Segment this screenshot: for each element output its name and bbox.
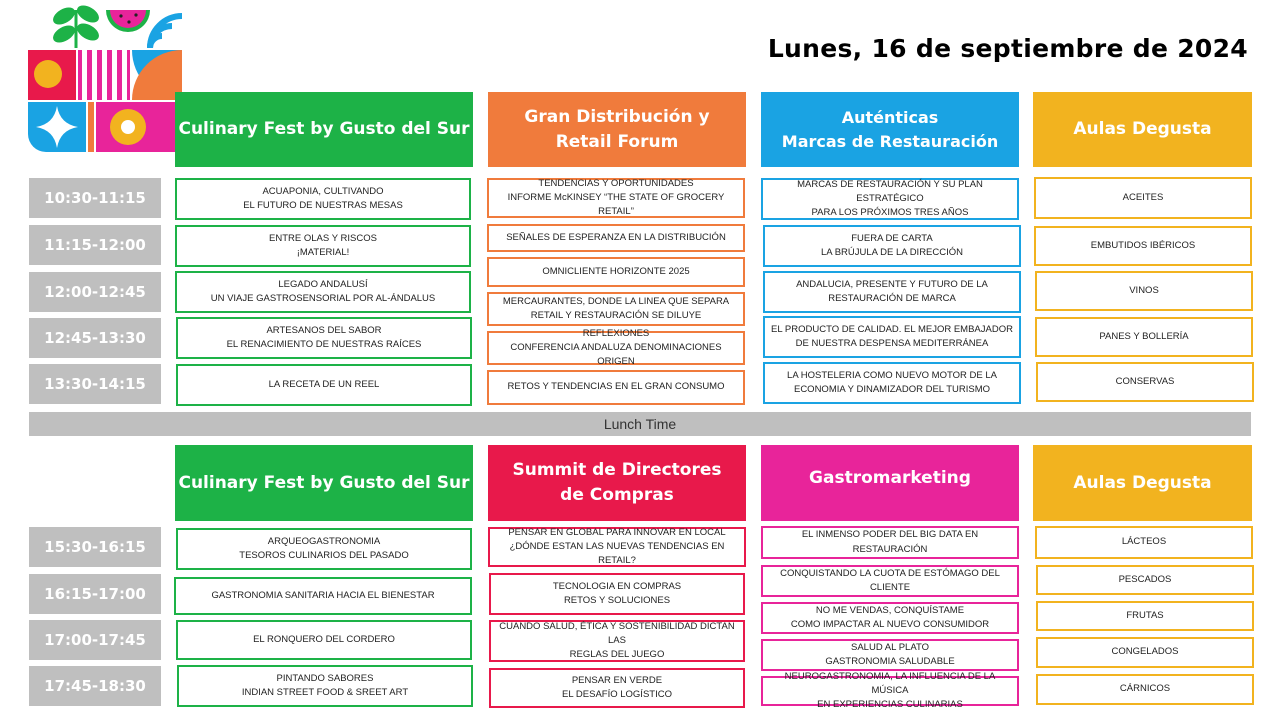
time-slot: 15:30-16:15: [29, 527, 161, 567]
session-cell[interactable]: MARCAS DE RESTAURACIÓN Y SU PLAN ESTRATÉGICO PARA LOS PRÓXIMOS TRES AÑOS: [761, 178, 1019, 220]
header-gastromarketing: Gastromarketing: [761, 445, 1019, 521]
session-cell[interactable]: OMNICLIENTE HORIZONTE 2025: [487, 257, 745, 287]
time-slot: 13:30-14:15: [29, 364, 161, 404]
session-cell[interactable]: GASTRONOMIA SANITARIA HACIA EL BIENESTAR: [174, 577, 472, 615]
session-cell[interactable]: EL INMENSO PODER DEL BIG DATA EN RESTAURACIÓN: [761, 526, 1019, 559]
session-cell[interactable]: CUANDO SALUD, ÉTICA Y SOSTENIBILIDAD DICTAN LAS REGLAS DEL JUEGO: [489, 620, 745, 662]
session-cell[interactable]: TECNOLOGIA EN COMPRAS RETOS Y SOLUCIONES: [489, 573, 745, 615]
header-aulas-degusta-afternoon: Aulas Degusta: [1033, 445, 1252, 521]
time-slot: 11:15-12:00: [29, 225, 161, 265]
session-cell[interactable]: PENSAR EN VERDE EL DESAFÍO LOGÍSTICO: [489, 668, 745, 708]
header-summit-directores: Summit de Directores de Compras: [488, 445, 746, 521]
session-cell[interactable]: LA HOSTELERIA COMO NUEVO MOTOR DE LA ECONOMIA Y DINAMIZADOR DEL TURISMO: [763, 362, 1021, 404]
session-cell[interactable]: FUERA DE CARTA LA BRÚJULA DE LA DIRECCIÓN: [763, 225, 1021, 267]
session-cell[interactable]: CONGELADOS: [1036, 637, 1254, 668]
session-cell[interactable]: LA RECETA DE UN REEL: [176, 364, 472, 406]
session-cell[interactable]: EL RONQUERO DEL CORDERO: [176, 620, 472, 660]
session-cell[interactable]: ARQUEOGASTRONOMIA TESOROS CULINARIOS DEL PASADO: [176, 528, 472, 570]
session-cell[interactable]: NO ME VENDAS, CONQUÍSTAME COMO IMPACTAR AL NUEVO CONSUMIDOR: [761, 602, 1019, 634]
session-cell[interactable]: PESCADOS: [1036, 565, 1254, 595]
lunch-bar: Lunch Time: [29, 412, 1251, 436]
session-cell[interactable]: PANES Y BOLLERÍA: [1035, 317, 1253, 357]
session-cell[interactable]: LÁCTEOS: [1035, 526, 1253, 559]
header-autenticas-marcas: Auténticas Marcas de Restauración: [761, 92, 1019, 167]
session-cell[interactable]: SALUD AL PLATO GASTRONOMIA SALUDABLE: [761, 639, 1019, 671]
session-cell[interactable]: CÁRNICOS: [1036, 674, 1254, 705]
session-cell[interactable]: MERCAURANTES, DONDE LA LINEA QUE SEPARA RETAIL Y RESTAURACIÓN SE DILUYE: [487, 292, 745, 326]
session-cell[interactable]: NEUROGASTRONOMIA, LA INFLUENCIA DE LA MÚSICA EN EXPERIENCIAS CULINARIAS: [761, 676, 1019, 706]
session-cell[interactable]: ENTRE OLAS Y RISCOS ¡MATERIAL!: [175, 225, 471, 267]
session-cell[interactable]: TENDENCIAS Y OPORTUNIDADES INFORME McKINSEY “THE STATE OF GROCERY RETAIL”: [487, 178, 745, 218]
session-cell[interactable]: ANDALUCIA, PRESENTE Y FUTURO DE LA RESTAURACIÓN DE MARCA: [763, 271, 1021, 313]
session-cell[interactable]: VINOS: [1035, 271, 1253, 311]
session-cell[interactable]: LEGADO ANDALUSÍ UN VIAJE GASTROSENSORIAL POR AL-ÁNDALUS: [175, 271, 471, 313]
header-gran-distribucion: Gran Distribución y Retail Forum: [488, 92, 746, 167]
time-slot: 12:45-13:30: [29, 318, 161, 358]
session-cell[interactable]: PENSAR EN GLOBAL PARA INNOVAR EN LOCAL ¿DÓNDE ESTAN LAS NUEVAS TENDENCIAS EN RETAIL?: [488, 527, 746, 567]
event-logo: [26, 0, 186, 156]
session-cell[interactable]: EMBUTIDOS IBÉRICOS: [1034, 226, 1252, 266]
session-cell[interactable]: ACUAPONIA, CULTIVANDO EL FUTURO DE NUESTRAS MESAS: [175, 178, 471, 220]
session-cell[interactable]: ARTESANOS DEL SABOR EL RENACIMIENTO DE NUESTRAS RAÍCES: [176, 317, 472, 359]
session-cell[interactable]: EL PRODUCTO DE CALIDAD. EL MEJOR EMBAJADOR DE NUESTRA DESPENSA MEDITERRÁNEA: [763, 316, 1021, 358]
session-cell[interactable]: FRUTAS: [1036, 601, 1254, 631]
session-cell[interactable]: CONSERVAS: [1036, 362, 1254, 402]
header-culinary-fest-morning: Culinary Fest by Gusto del Sur: [175, 92, 473, 167]
session-cell[interactable]: RETOS Y TENDENCIAS EN EL GRAN CONSUMO: [487, 370, 745, 405]
header-aulas-degusta-morning: Aulas Degusta: [1033, 92, 1252, 167]
time-slot: 10:30-11:15: [29, 178, 161, 218]
session-cell[interactable]: SEÑALES DE ESPERANZA EN LA DISTRIBUCIÓN: [487, 224, 745, 252]
time-slot: 17:45-18:30: [29, 666, 161, 706]
time-slot: 17:00-17:45: [29, 620, 161, 660]
session-cell[interactable]: REFLEXIONES CONFERENCIA ANDALUZA DENOMINACIONES ORIGEN: [487, 331, 745, 365]
time-slot: 12:00-12:45: [29, 272, 161, 312]
header-culinary-fest-afternoon: Culinary Fest by Gusto del Sur: [175, 445, 473, 521]
time-slot: 16:15-17:00: [29, 574, 161, 614]
session-cell[interactable]: ACEITES: [1034, 177, 1252, 219]
session-cell[interactable]: CONQUISTANDO LA CUOTA DE ESTÓMAGO DEL CLIENTE: [761, 565, 1019, 597]
session-cell[interactable]: PINTANDO SABORES INDIAN STREET FOOD & SREET ART: [177, 665, 473, 707]
page-date: Lunes, 16 de septiembre de 2024: [767, 34, 1248, 63]
